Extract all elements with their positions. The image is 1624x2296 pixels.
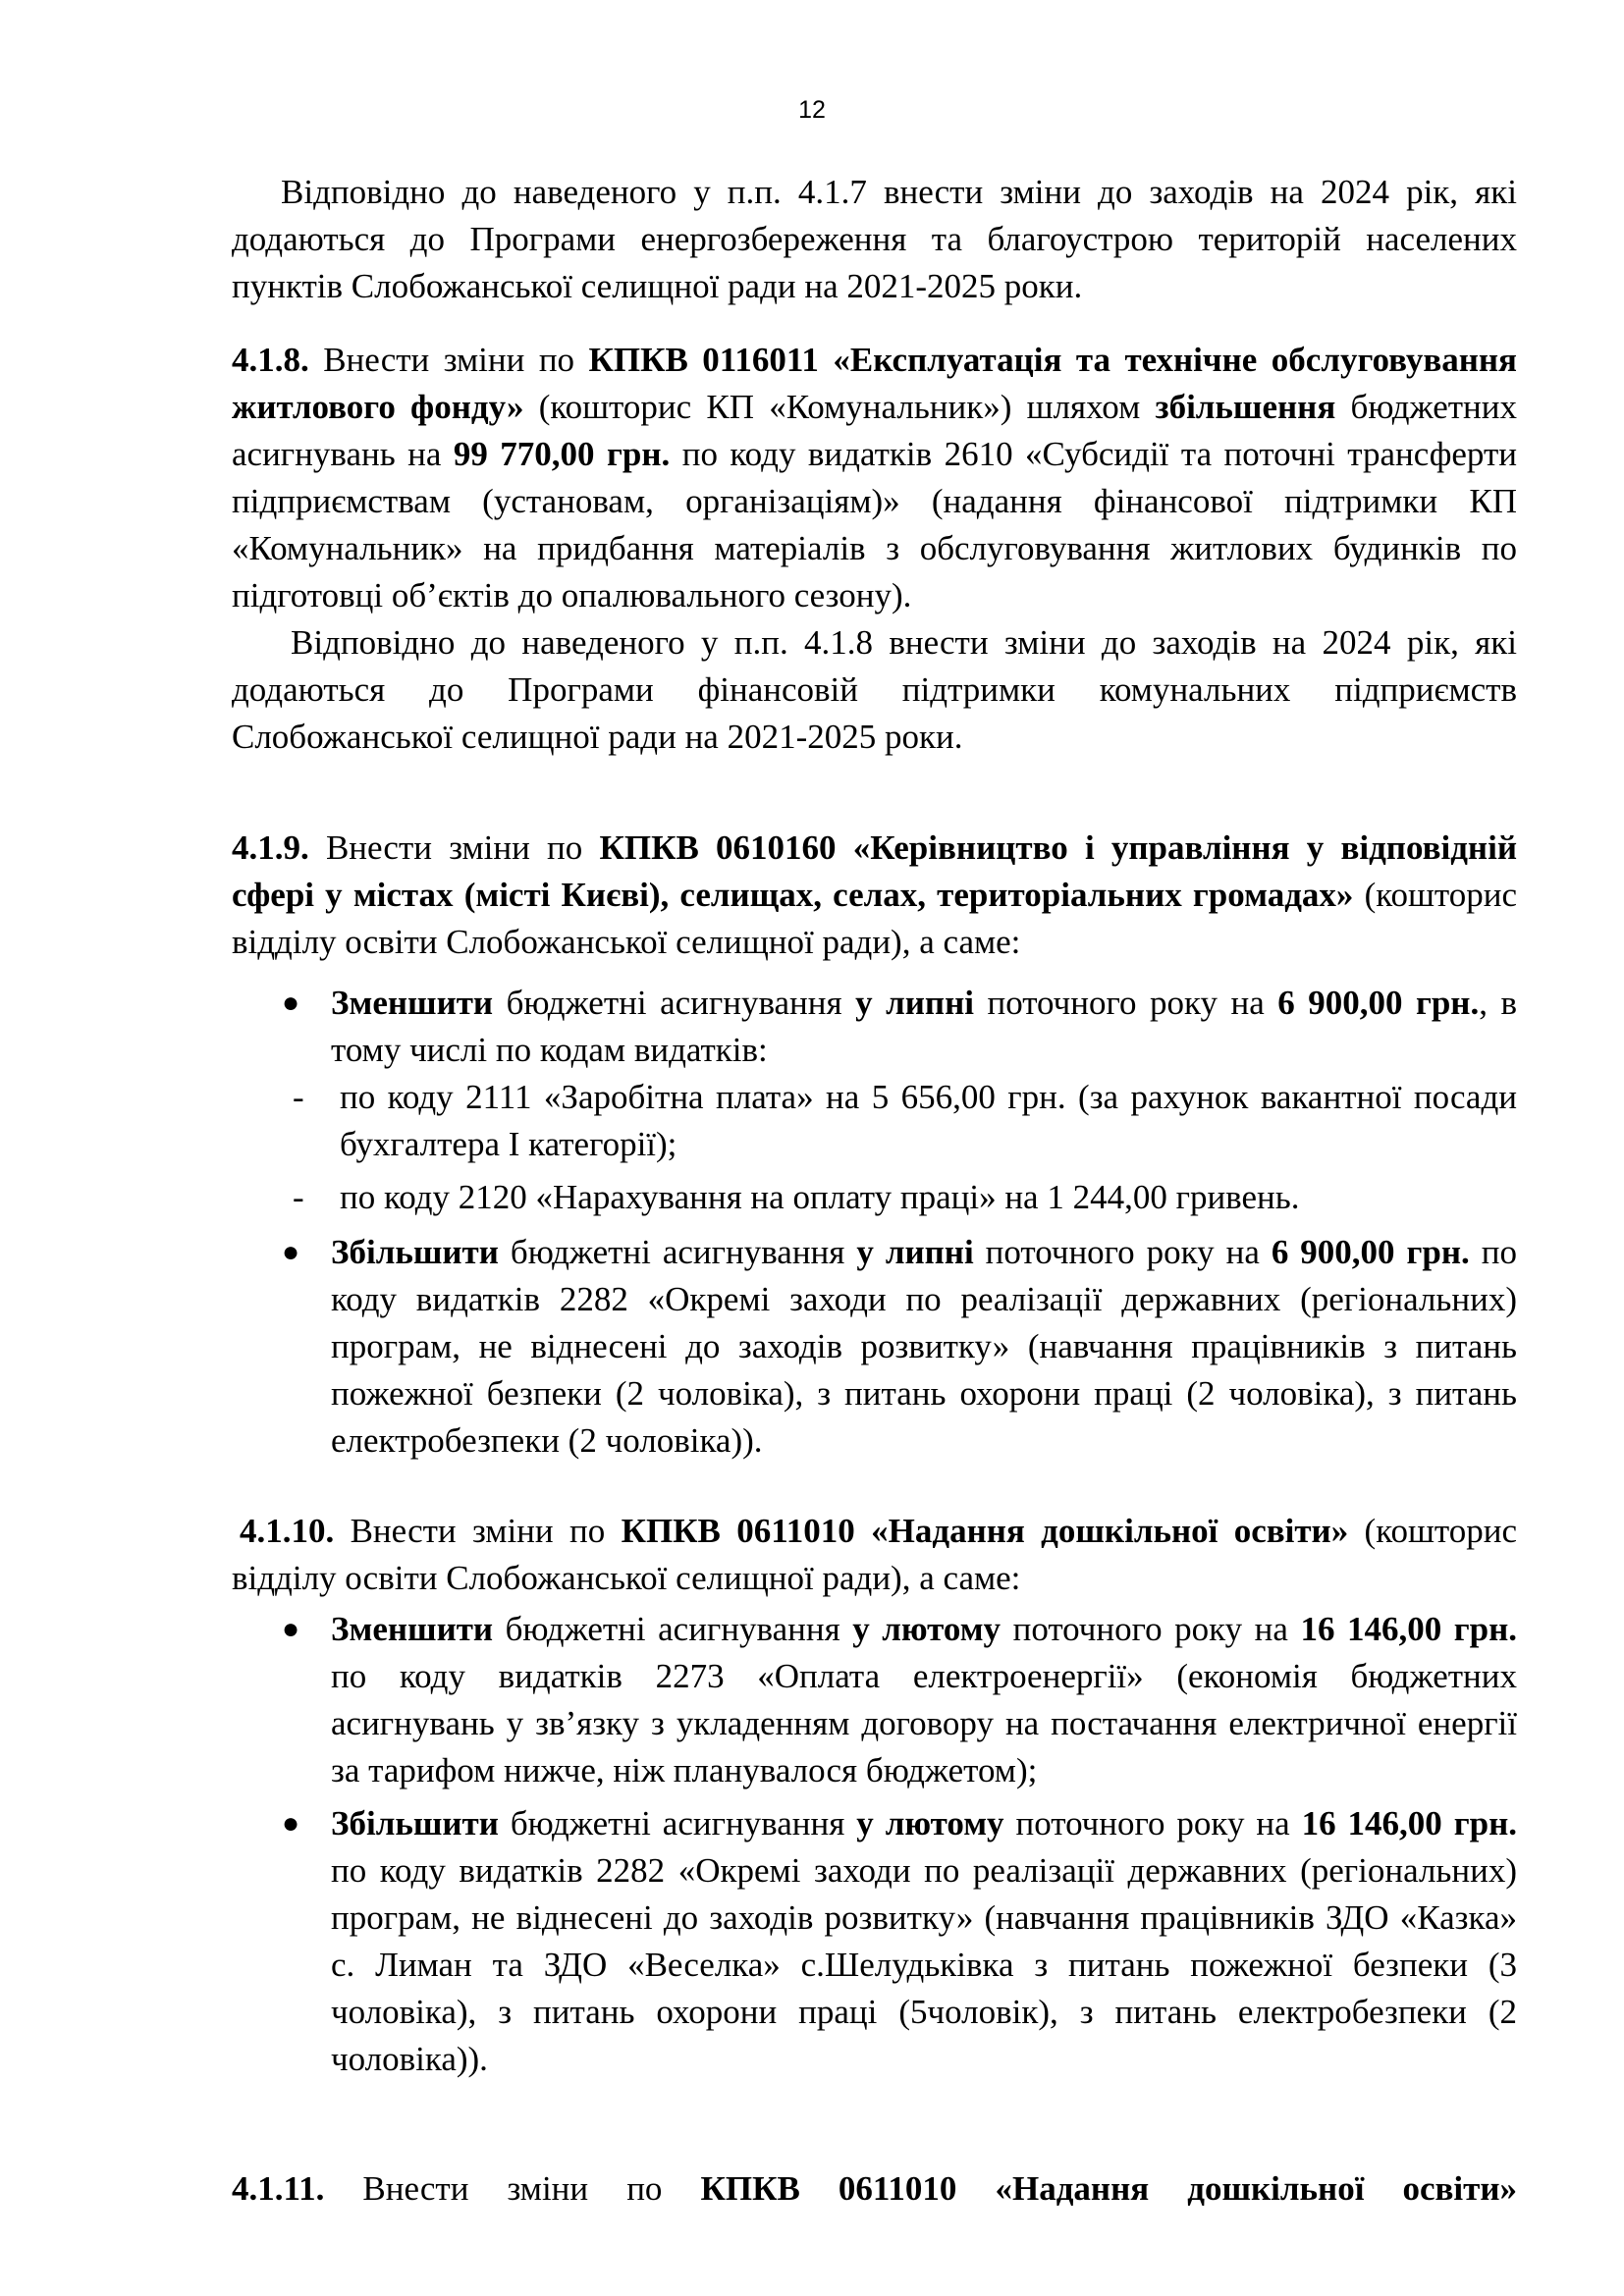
section-number: 4.1.9.	[232, 828, 309, 867]
section-number: 4.1.11.	[232, 2169, 325, 2208]
list-item	[232, 980, 1517, 1074]
section-number: 4.1.10.	[240, 1512, 335, 1550]
month: у липні	[856, 1233, 974, 1271]
text-run: (кошторис відділу освіти Слобожанської селищної ради), а саме:	[232, 876, 1517, 961]
dash-item	[232, 1174, 1517, 1221]
month: у лютому	[852, 1610, 1001, 1648]
action-word: Зменшити	[331, 1610, 494, 1648]
section-4-1-8-followup: Відповідно до наведеного у п.п. 4.1.8 внести зміни до заходів на 2024 рік, які додаються до Програми фінансовій підтримки комунальних підприємств Слобожанської селищної ради на 2021-2025 роки.	[232, 623, 1517, 756]
list-item	[232, 1606, 1517, 1794]
text-run: (кошторис КП «Комунальник») шляхом	[523, 388, 1156, 426]
action-word: Збільшити	[331, 1233, 499, 1271]
text-run: бюджетні асигнування	[493, 1610, 853, 1648]
amount: 6 900,00 грн.	[1271, 1233, 1470, 1271]
kpkv-title: КПКВ 0116011 «Експлуатація та технічне обслуговування житлового фонду»	[232, 341, 1517, 426]
intro-block	[232, 169, 1517, 310]
text-run: по коду видатків 2610 «Субсидії та поточні трансферти підприємствам (установам, організаціям)» (надання фінансової підтримки КП «Комунальник» на придбання матеріалів з обслуговування житлових будинків по підготовці об’єктів до опалювального сезону).	[232, 435, 1517, 614]
amount: 16 146,00 грн.	[1301, 1804, 1517, 1842]
text-run: (кошторис відділу освіти Слобожанської селищної ради), а саме:	[232, 1512, 1517, 1597]
section-4-1-11-paragraph	[232, 2165, 1517, 2213]
text-run: поточного року на	[1001, 1610, 1301, 1648]
intro-paragraph: Відповідно до наведеного у п.п. 4.1.7 внести зміни до заходів на 2024 рік, які додаються до Програми енергозбереження та благоустрою територій населених пунктів Слобожанської селищної ради на 2021-2025 роки.	[232, 173, 1517, 305]
text-run: поточного року на	[973, 984, 1278, 1022]
bullet-icon: ●	[282, 1236, 300, 1268]
list-item	[232, 1800, 1517, 2083]
section-4-1-8-paragraph	[232, 337, 1517, 619]
kpkv-title: КПКВ 0610160 «Керівництво і управління у відповідній сфері у містах (місті Києві), селищах, селах, територіальних громадах»	[232, 828, 1517, 914]
text-run: по коду видатків 2282 «Окремі заходи по реалізації державних (регіональних) програм, не віднесені до заходів розвитку» (навчання працівників з питань пожежної безпеки (2 чоловіка), з питань охорони праці (2 чоловіка), з питань електробезпеки (2 чоловіка)).	[331, 1233, 1518, 1460]
section-4-1-11	[232, 2165, 1517, 2213]
text-run: бюджетні асигнування	[498, 1233, 857, 1271]
dash-text: по коду 2111 «Заробітна плата» на 5 656,00 грн. (за рахунок вакантної посади бухгалтера І категорії);	[340, 1078, 1517, 1163]
kpkv-title: КПКВ 0611010 «Надання дошкільної освіти»	[700, 2169, 1517, 2208]
dash-marker: -	[293, 1178, 304, 1216]
text-run: бюджетні асигнування	[493, 984, 856, 1022]
text-run: по коду видатків 2273 «Оплата електроенергії» (економія бюджетних асигнувань у зв’язку з укладенням договору на постачання електричної енергії за тарифом нижче, ніж планувалося бюджетом);	[331, 1657, 1517, 1789]
text-run: поточного року на	[973, 1233, 1272, 1271]
text-run: поточного року на	[1003, 1804, 1302, 1842]
section-4-1-10	[232, 1508, 1517, 2083]
text-run: бюджетних асигнувань на	[232, 388, 1518, 473]
amount: 6 900,00 грн.	[1277, 984, 1480, 1022]
bullet-icon: ●	[282, 1613, 300, 1645]
section-number: 4.1.8.	[232, 341, 309, 379]
dash-item	[232, 1074, 1517, 1168]
list-item	[232, 1229, 1517, 1465]
action-word: Збільшити	[331, 1804, 499, 1842]
dash-marker: -	[293, 1078, 304, 1116]
section-4-1-9-paragraph	[232, 825, 1517, 966]
bullet-icon: ●	[282, 987, 300, 1019]
text-run: Внести зміни по	[324, 2169, 701, 2208]
text-run: бюджетні асигнування	[498, 1804, 857, 1842]
page-number: 12	[798, 96, 826, 124]
text-run: по коду видатків 2282 «Окремі заходи по реалізації державних (регіональних) програм, не віднесені до заходів розвитку» (навчання працівників ЗДО «Казка» с. Лиман та ЗДО «Веселка» с.Шелудьківка з питань пожежної безпеки (3 чоловіка), з питань охорони праці (5чоловік), з питань електробезпеки (2 чоловіка)).	[331, 1851, 1517, 2078]
text-run: , в тому числі по кодам видатків:	[331, 984, 1518, 1069]
amount: 99 770,00 грн.	[453, 435, 671, 473]
action-word: Зменшити	[331, 984, 494, 1022]
section-4-1-9	[232, 825, 1517, 1465]
section-4-1-8	[232, 337, 1517, 761]
text-run: Внести зміни по	[308, 828, 600, 867]
section-4-1-10-paragraph	[232, 1508, 1517, 1602]
amount: 16 146,00 грн.	[1300, 1610, 1518, 1648]
bullet-icon: ●	[282, 1807, 300, 1840]
dash-text: по коду 2120 «Нарахування на оплату праці» на 1 244,00 гривень.	[340, 1178, 1300, 1216]
text-run: Внести зміни по	[308, 341, 589, 379]
text-run: Внести зміни по	[334, 1512, 622, 1550]
month: у лютому	[856, 1804, 1004, 1842]
month: у липні	[855, 984, 974, 1022]
kpkv-title: КПКВ 0611010 «Надання дошкільної освіти»	[621, 1512, 1349, 1550]
action-word: збільшення	[1155, 388, 1336, 426]
